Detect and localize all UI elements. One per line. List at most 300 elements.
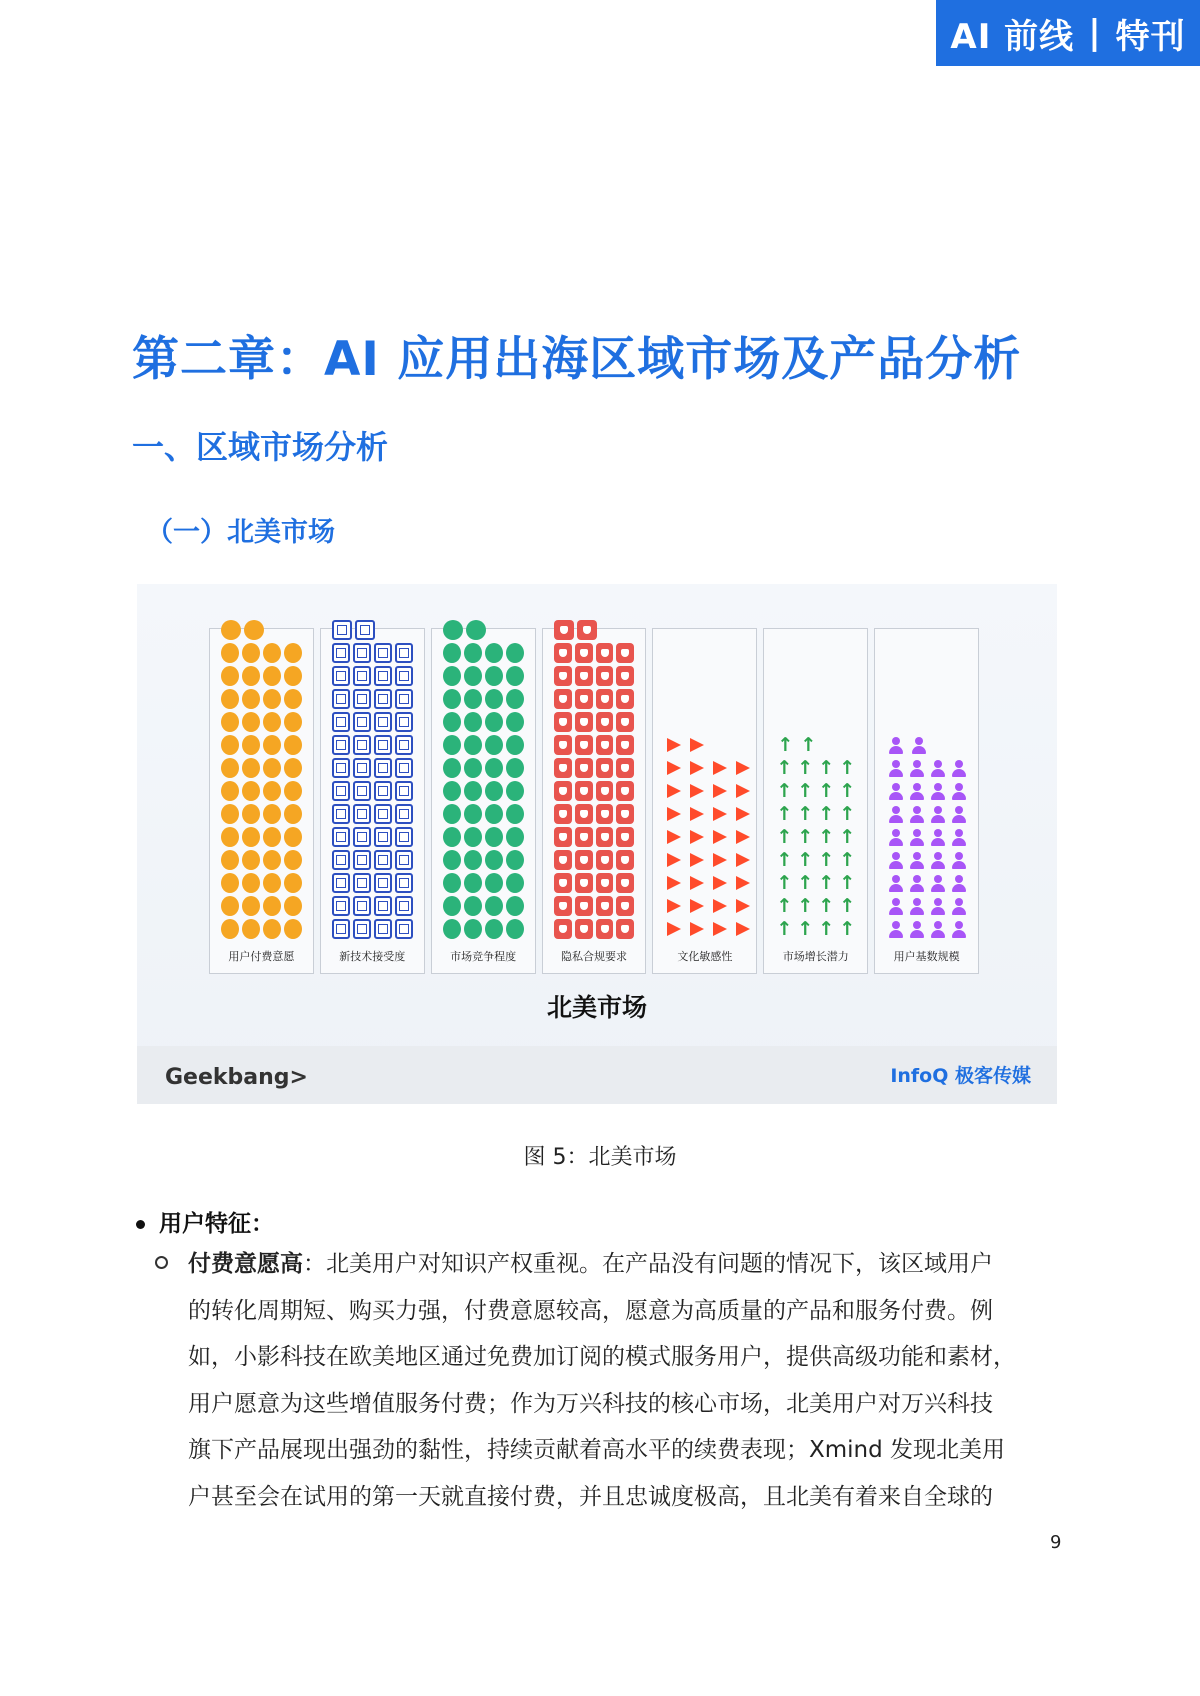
vs-icon [485,758,503,778]
vs-icon [443,689,461,709]
icon-row [443,896,524,916]
figure-caption: 图 5：北美市场 [523,1145,677,1170]
page-number: 9 [1050,1532,1062,1553]
coin-icon [284,735,302,755]
icon-row [554,827,635,847]
chip-icon [355,620,375,640]
icon-row [554,896,635,916]
shield-icon [554,804,572,824]
icon-row [664,919,745,939]
icon-row [775,827,856,847]
icon-row [332,758,413,778]
shield-icon [596,689,614,709]
header-tag [936,0,1200,66]
shield-icon [575,735,593,755]
vs-icon [506,643,524,663]
vs-icon [443,781,461,801]
shield-icon [596,712,614,732]
shield-icon [575,666,593,686]
shield-icon [554,827,572,847]
shield-icon [616,781,634,801]
vs-icon [464,804,482,824]
chip-icon [353,919,371,939]
vs-icon [466,620,486,640]
body-paragraph [188,1241,1078,1520]
vs-icon [464,643,482,663]
factor-column [763,628,868,974]
arrow-up-icon: ↑ [797,918,814,940]
arrow-up-icon: ↑ [776,757,793,779]
vs-icon [443,758,461,778]
geekbang-logo: Geekbang> [165,1065,308,1090]
coin-icon [242,735,260,755]
chip-icon [395,666,413,686]
arrow-up-icon: ↑ [818,849,835,871]
shield-icon [596,804,614,824]
chip-icon [374,919,392,939]
vs-icon [485,712,503,732]
shield-icon [596,758,614,778]
icon-row [886,919,967,939]
shield-icon [616,850,634,870]
icon-row [443,689,524,709]
person-icon [928,896,946,916]
chip-icon [353,781,371,801]
arrow-up-icon: ↑ [839,757,856,779]
person-icon [886,873,904,893]
coin-icon [284,781,302,801]
icon-stack [221,620,302,939]
person-icon [886,804,904,824]
chip-icon [353,643,371,663]
icon-row [443,620,524,640]
coin-icon [221,666,239,686]
icon-row [664,827,745,847]
vs-icon [506,919,524,939]
person-icon [949,758,967,778]
vs-icon [485,919,503,939]
chip-icon [395,804,413,824]
person-icon [907,850,925,870]
person-icon [928,850,946,870]
person-icon [907,827,925,847]
icon-row [554,850,635,870]
paragraph-first-line: ：北美用户对知识产权重视。在产品没有问题的情况下，该区域用户 [303,1251,993,1277]
flag-icon [713,922,727,936]
icon-row [221,758,302,778]
shield-icon [575,712,593,732]
coin-icon [221,712,239,732]
vs-icon [485,781,503,801]
chip-icon [353,896,371,916]
icon-row [332,643,413,663]
vs-icon [485,896,503,916]
bullet-heading-text: 用户特征： [159,1211,274,1237]
chip-icon [353,873,371,893]
infoq-logo: InfoQ 极客传媒 [890,1065,1031,1087]
person-icon [907,873,925,893]
shield-icon [575,919,593,939]
vs-icon [485,666,503,686]
arrow-up-icon: ↑ [776,872,793,894]
icon-row [221,896,302,916]
paragraph-line: 如，小影科技在欧美地区通过免费加订阅的模式服务用户，提供高级功能和素材， [188,1344,1016,1370]
vs-icon [464,758,482,778]
person-icon [949,850,967,870]
vs-icon [506,873,524,893]
icon-row [332,804,413,824]
coin-icon [263,643,281,663]
shield-icon [575,804,593,824]
shield-icon [596,666,614,686]
coin-icon [244,620,264,640]
coin-icon [263,712,281,732]
coin-icon [221,873,239,893]
arrow-up-icon: ↑ [797,803,814,825]
flag-icon [667,807,681,821]
vs-icon [464,896,482,916]
arrow-up-icon: ↑ [797,826,814,848]
flag-icon [713,876,727,890]
coin-icon [221,850,239,870]
icon-row [554,643,635,663]
coin-icon [263,781,281,801]
shield-icon [554,781,572,801]
icon-row [443,850,524,870]
vs-icon [464,712,482,732]
flag-icon [690,899,704,913]
figure-title: 北美市场 [546,993,647,1022]
coin-icon [284,804,302,824]
coin-icon [221,919,239,939]
column-label: 文化敏感性 [677,950,733,963]
icon-row [443,735,524,755]
vs-icon [485,689,503,709]
person-icon [928,919,946,939]
shield-icon [616,758,634,778]
arrow-up-icon: ↑ [797,849,814,871]
coin-icon [242,643,260,663]
icon-row [221,804,302,824]
icon-row [443,643,524,663]
arrow-up-icon: ↑ [818,757,835,779]
flag-icon [713,899,727,913]
coin-icon [242,712,260,732]
icon-row [886,758,967,778]
coin-icon [242,919,260,939]
coin-icon [284,919,302,939]
chip-icon [374,735,392,755]
person-icon [949,896,967,916]
flag-icon [736,853,750,867]
flag-icon [736,830,750,844]
chip-icon [395,781,413,801]
icon-row [221,620,302,640]
chip-icon [353,827,371,847]
vs-icon [443,643,461,663]
arrow-up-icon: ↑ [818,826,835,848]
icon-row [221,919,302,939]
chip-icon [374,873,392,893]
icon-row [664,896,745,916]
icon-row [886,781,967,801]
coin-icon [242,896,260,916]
paragraph-lead: 付费意愿高 [188,1251,303,1277]
chip-icon [332,735,350,755]
shield-icon [554,620,574,640]
icon-row [221,827,302,847]
vs-icon [485,804,503,824]
shield-icon [575,689,593,709]
shield-icon [616,712,634,732]
person-icon [907,919,925,939]
arrow-up-icon: ↑ [818,872,835,894]
vs-icon [464,735,482,755]
factor-column [874,628,979,974]
flag-icon [690,807,704,821]
icon-row [332,712,413,732]
vs-icon [485,873,503,893]
icon-row [443,827,524,847]
coin-icon [263,758,281,778]
person-icon [886,896,904,916]
hollow-bullet-icon [155,1256,168,1269]
chip-icon [332,643,350,663]
chip-icon [374,712,392,732]
person-icon [949,804,967,824]
person-icon [886,781,904,801]
chip-icon [353,804,371,824]
flag-icon [736,761,750,775]
chip-icon [395,919,413,939]
chip-icon [374,666,392,686]
icon-row [775,850,856,870]
person-icon [928,758,946,778]
chip-icon [374,850,392,870]
shield-icon [616,873,634,893]
coin-icon [242,666,260,686]
chip-icon [332,873,350,893]
flag-icon [690,830,704,844]
icon-row [443,666,524,686]
coin-icon [284,666,302,686]
chip-icon [395,850,413,870]
icon-row [886,735,967,755]
icon-row [332,896,413,916]
arrow-up-icon: ↑ [839,803,856,825]
vs-icon [443,712,461,732]
coin-icon [284,896,302,916]
icon-row [886,804,967,824]
chip-icon [374,643,392,663]
section-title: 一、区域市场分析 [132,428,389,466]
column-label: 市场竞争程度 [450,950,517,963]
coin-icon [284,827,302,847]
icon-row [664,850,745,870]
icon-row [554,689,635,709]
vs-icon [506,827,524,847]
icon-stack [886,735,967,939]
icon-stack [332,620,413,939]
person-icon [886,735,906,755]
icon-row [221,666,302,686]
flag-icon [667,853,681,867]
shield-icon [596,735,614,755]
icon-stack [554,620,635,939]
person-icon [949,919,967,939]
flag-icon [736,807,750,821]
chip-icon [395,712,413,732]
person-icon [928,827,946,847]
vs-icon [464,919,482,939]
bullet-heading [136,1205,274,1238]
vs-icon [443,735,461,755]
chip-icon [374,758,392,778]
icon-row [886,850,967,870]
arrow-up-icon: ↑ [839,895,856,917]
coin-icon [242,804,260,824]
chip-icon [395,758,413,778]
person-icon [907,758,925,778]
chip-icon [332,850,350,870]
icon-stack [775,735,856,939]
shield-icon [554,666,572,686]
flag-icon [667,738,681,752]
shield-icon [616,804,634,824]
vs-icon [506,712,524,732]
person-icon [907,804,925,824]
shield-icon [554,896,572,916]
coin-icon [263,919,281,939]
chip-icon [332,666,350,686]
vs-icon [464,827,482,847]
chip-icon [332,712,350,732]
chip-icon [353,712,371,732]
flag-icon [690,922,704,936]
icon-row [332,620,413,640]
shield-icon [616,666,634,686]
column-label: 新技术接受度 [339,950,406,963]
arrow-up-icon: ↑ [818,780,835,802]
brand-separator: | [1088,13,1102,53]
coin-icon [263,804,281,824]
coin-icon [263,827,281,847]
arrow-up-icon: ↑ [839,780,856,802]
vs-icon [464,873,482,893]
vs-icon [506,735,524,755]
vs-icon [443,666,461,686]
paragraph-line: 户甚至会在试用的第一天就直接付费，并且忠诚度极高，且北美有着来自全球的 [188,1483,993,1510]
icon-row [554,620,635,640]
flag-icon [667,876,681,890]
flag-icon [736,784,750,798]
chip-icon [374,827,392,847]
vs-icon [464,781,482,801]
chip-icon [395,873,413,893]
bullet-dot-icon [136,1220,145,1229]
coin-icon [242,827,260,847]
coin-icon [221,735,239,755]
shield-icon [616,643,634,663]
north-america-figure [137,584,1057,1104]
icon-row [443,873,524,893]
flag-icon [713,830,727,844]
vs-icon [443,620,463,640]
icon-row [332,781,413,801]
column-label: 市场增长潜力 [782,950,849,963]
column-label: 用户基数规模 [893,950,960,963]
vs-icon [485,850,503,870]
person-icon [909,735,929,755]
icon-row [664,758,745,778]
figure-footer [137,1046,1057,1104]
chip-icon [374,689,392,709]
arrow-up-icon: ↑ [839,872,856,894]
shield-icon [554,873,572,893]
person-icon [949,781,967,801]
icon-row [554,758,635,778]
arrow-up-icon: ↑ [818,803,835,825]
icon-stack [443,620,524,939]
chip-icon [353,689,371,709]
flag-icon [690,784,704,798]
flag-icon [713,784,727,798]
icon-row [221,643,302,663]
shield-icon [575,873,593,893]
coin-icon [221,827,239,847]
chip-icon [395,689,413,709]
vs-icon [464,689,482,709]
icon-row [775,804,856,824]
icon-row [443,712,524,732]
chip-icon [353,758,371,778]
person-icon [886,827,904,847]
vs-icon [443,896,461,916]
person-icon [949,827,967,847]
shield-icon [596,827,614,847]
icon-row [775,919,856,939]
icon-row [221,873,302,893]
icon-row [332,735,413,755]
shield-icon [554,850,572,870]
coin-icon [263,689,281,709]
coin-icon [221,620,241,640]
vs-icon [443,850,461,870]
chip-icon [374,781,392,801]
icon-row [554,735,635,755]
icon-row [443,804,524,824]
shield-icon [554,689,572,709]
shield-icon [554,758,572,778]
icon-row [886,827,967,847]
arrow-up-icon: ↑ [839,826,856,848]
icon-row [332,850,413,870]
shield-icon [596,896,614,916]
chip-icon [395,643,413,663]
coin-icon [221,689,239,709]
factor-column [431,628,536,974]
shield-icon [575,643,593,663]
icon-row [554,919,635,939]
coin-icon [242,850,260,870]
flag-icon [736,922,750,936]
arrow-up-icon: ↑ [776,780,793,802]
chip-icon [332,804,350,824]
paragraph-line: 旗下产品展现出强劲的黏性，持续贡献着高水平的续费表现；Xmind 发现北美用 [188,1437,1006,1463]
flag-icon [690,853,704,867]
flag-icon [667,830,681,844]
arrow-up-icon: ↑ [776,803,793,825]
